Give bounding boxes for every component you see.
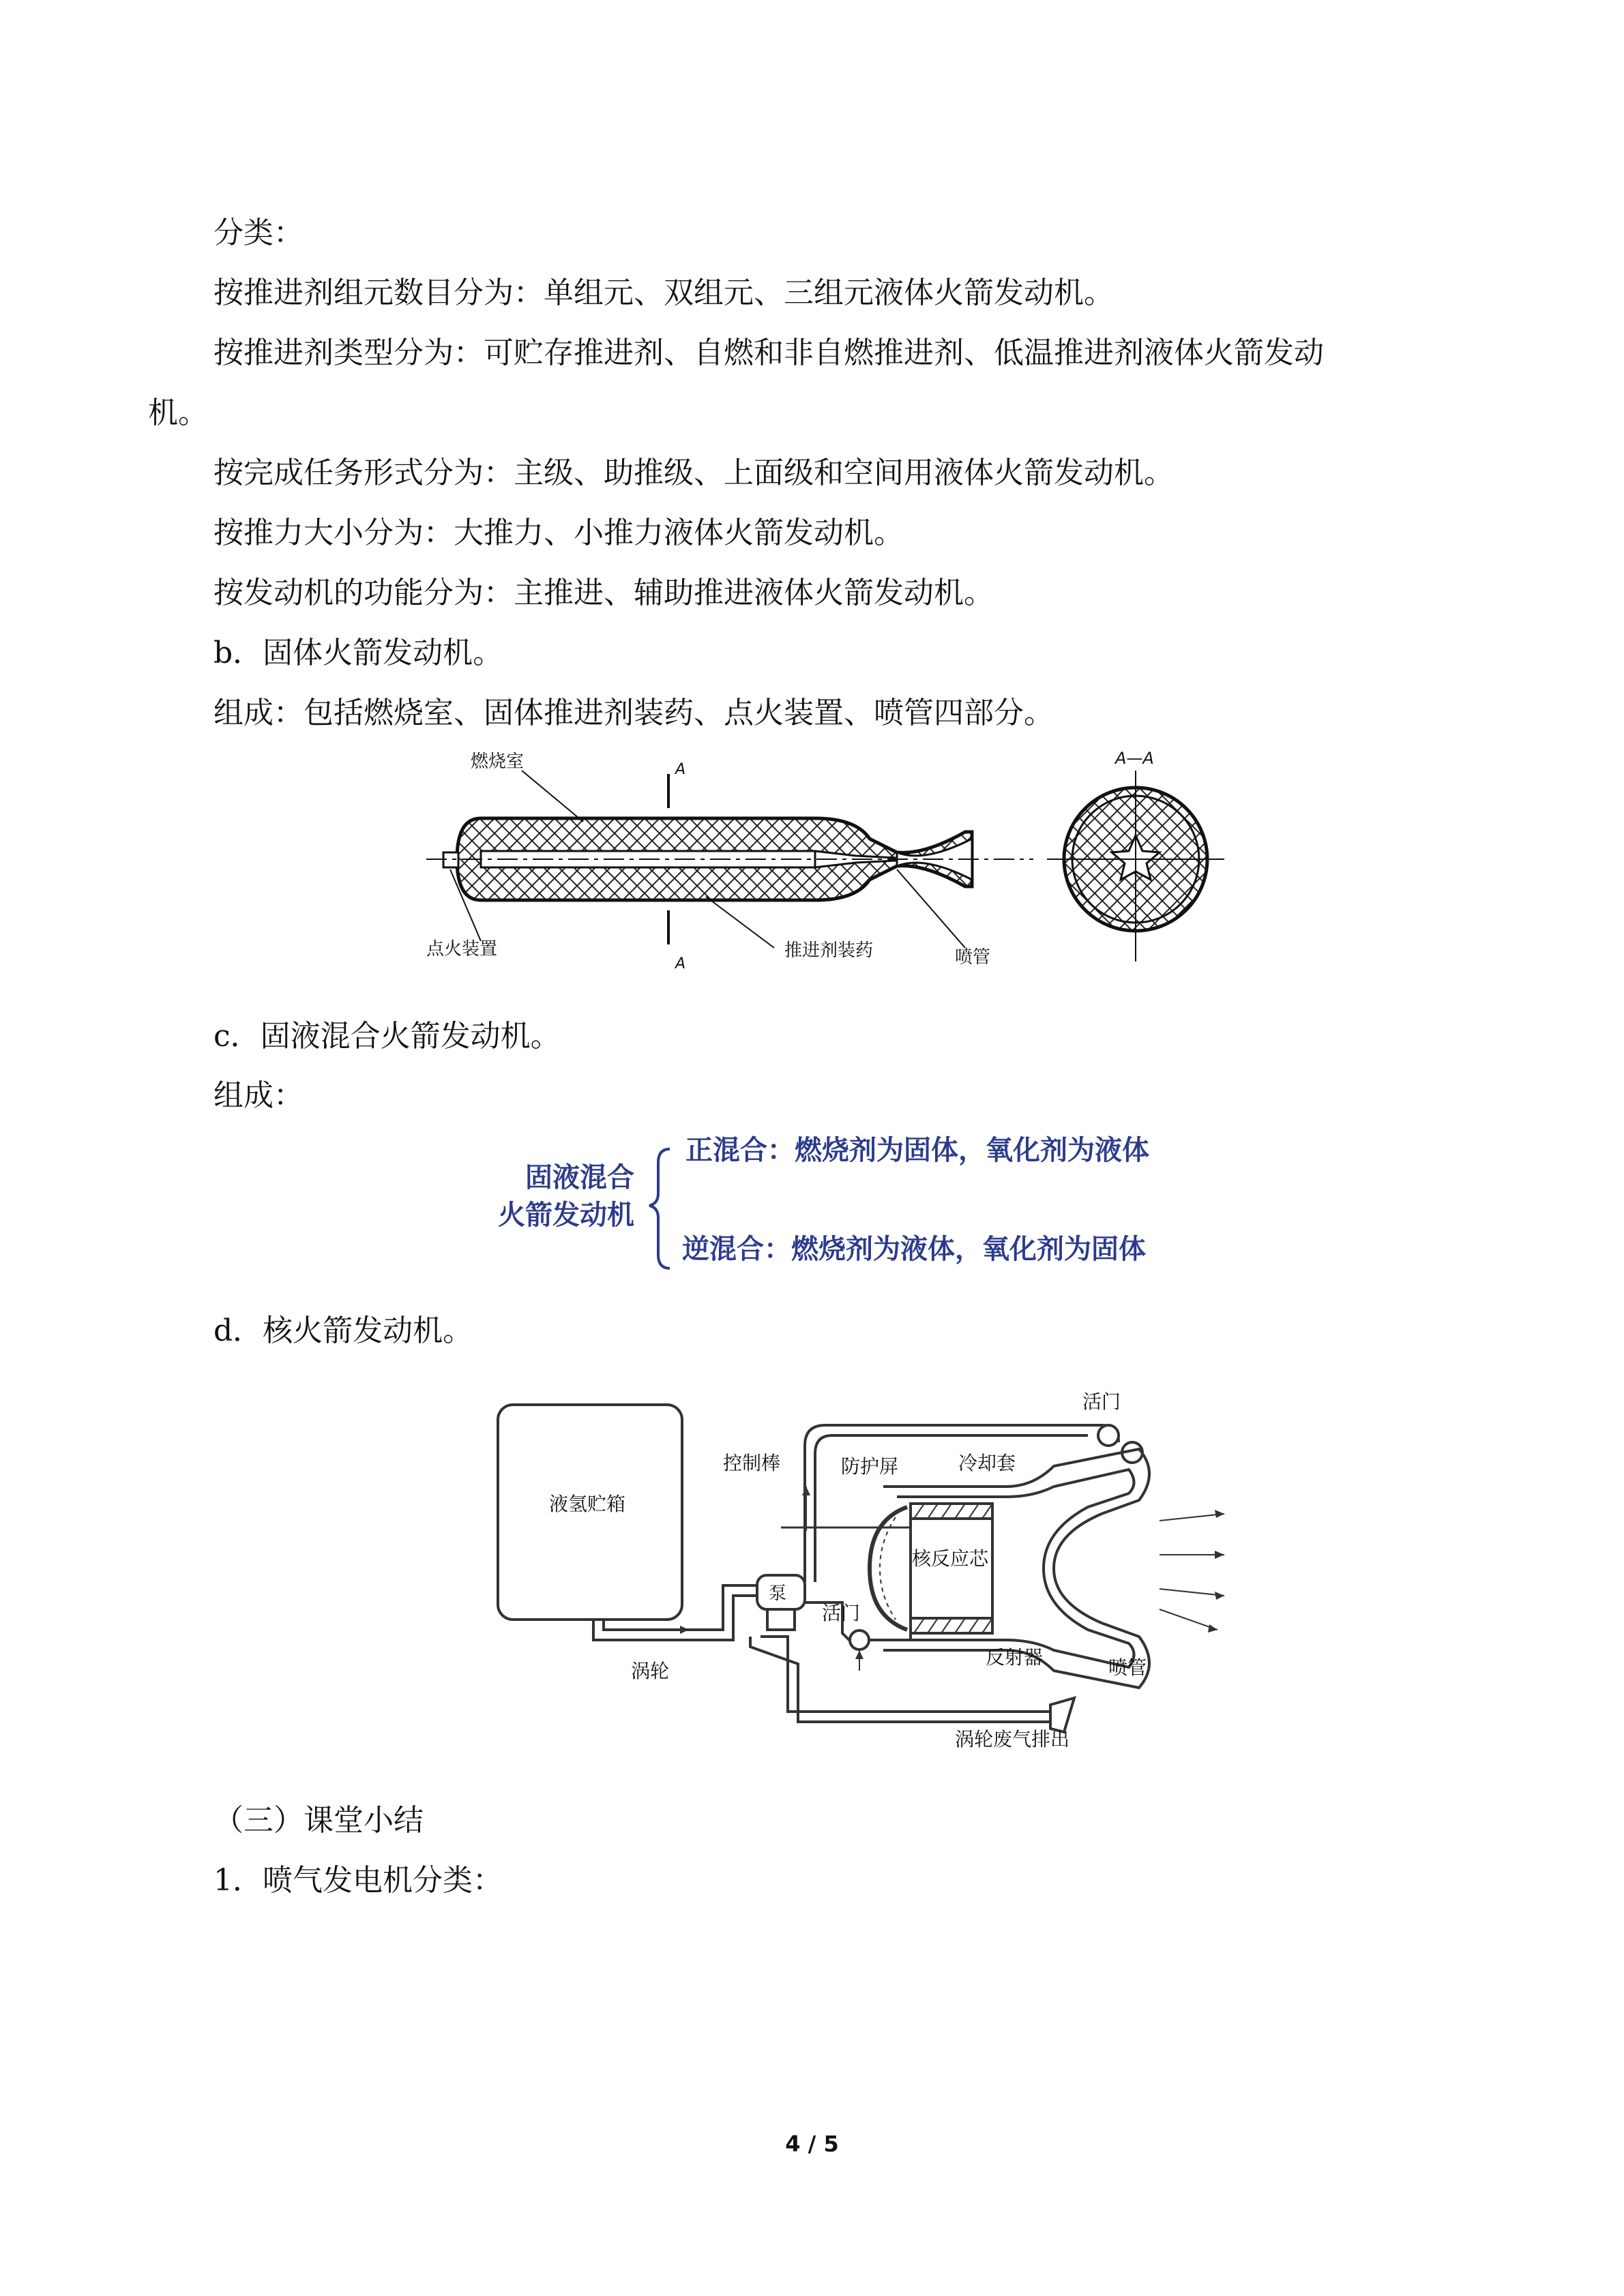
forward-mix: 正混合：燃烧剂为固体，氧化剂为液体 <box>685 1135 1149 1166</box>
text-paragraph: b．固体火箭发动机。 <box>213 636 503 670</box>
hybrid-name-line1: 固液混合 <box>525 1162 634 1193</box>
nuclear-rocket-diagram <box>488 1377 1238 1766</box>
text-paragraph: 组成： <box>213 1078 304 1113</box>
text-paragraph: 分类： <box>213 215 304 250</box>
chamber-label: 燃烧室 <box>471 751 525 772</box>
text-paragraph: c．固液混合火箭发动机。 <box>213 1019 561 1054</box>
reflector-label: 反射器 <box>986 1646 1044 1669</box>
valve-mid-label: 活门 <box>822 1602 861 1624</box>
exhaust-label: 涡轮废气排出 <box>955 1728 1070 1750</box>
section-a-top: A <box>675 761 686 778</box>
text-paragraph: d．核火箭发动机。 <box>213 1313 473 1348</box>
nozzle-label: 喷管 <box>1108 1656 1147 1679</box>
reverse-mix: 逆混合：燃烧剂为液体，氧化剂为固体 <box>682 1234 1146 1265</box>
shield-label: 防护屏 <box>841 1455 899 1478</box>
cooling-jacket-label: 冷却套 <box>958 1452 1016 1474</box>
solid-rocket-diagram <box>419 743 1258 975</box>
propellant-label: 推进剂装药 <box>784 940 874 961</box>
text-paragraph: 按完成任务形式分为：主级、助推级、上面级和空间用液体火箭发动机。 <box>213 456 1174 490</box>
text-paragraph: 按推进剂组元数目分为：单组元、双组元、三组元液体火箭发动机。 <box>213 275 1114 310</box>
valve-top-label: 活门 <box>1082 1390 1121 1413</box>
nozzle-label: 喷管 <box>955 947 991 968</box>
text-paragraph: 按推进剂类型分为：可贮存推进剂、自燃和非自燃推进剂、低温推进剂液体火箭发动 <box>213 336 1324 370</box>
text-paragraph: 组成：包括燃烧室、固体推进剂装药、点火装置、喷管四部分。 <box>213 696 1054 730</box>
control-rod-label: 控制棒 <box>723 1452 781 1474</box>
pump-label: 泵 <box>769 1583 787 1604</box>
core-label: 核反应芯 <box>912 1547 989 1570</box>
section-a-bottom: A <box>675 955 686 972</box>
hybrid-classification <box>491 1125 1214 1282</box>
text-paragraph: 1．喷气发电机分类： <box>213 1863 503 1898</box>
igniter-label: 点火装置 <box>426 939 498 959</box>
text-paragraph: 按推力大小分为：大推力、小推力液体火箭发动机。 <box>213 516 904 550</box>
hybrid-name-line2: 火箭发动机 <box>498 1199 634 1231</box>
text-paragraph: 按发动机的功能分为：主推进、辅助推进液体火箭发动机。 <box>213 576 994 610</box>
text-paragraph: 机。 <box>148 396 208 430</box>
page-number: 4 / 5 <box>785 2131 839 2157</box>
turbine-label: 涡轮 <box>631 1660 670 1682</box>
section-view-label: A—A <box>1115 749 1154 768</box>
section-heading: （三）课堂小结 <box>213 1803 424 1838</box>
tank-label: 液氢贮箱 <box>549 1493 626 1515</box>
